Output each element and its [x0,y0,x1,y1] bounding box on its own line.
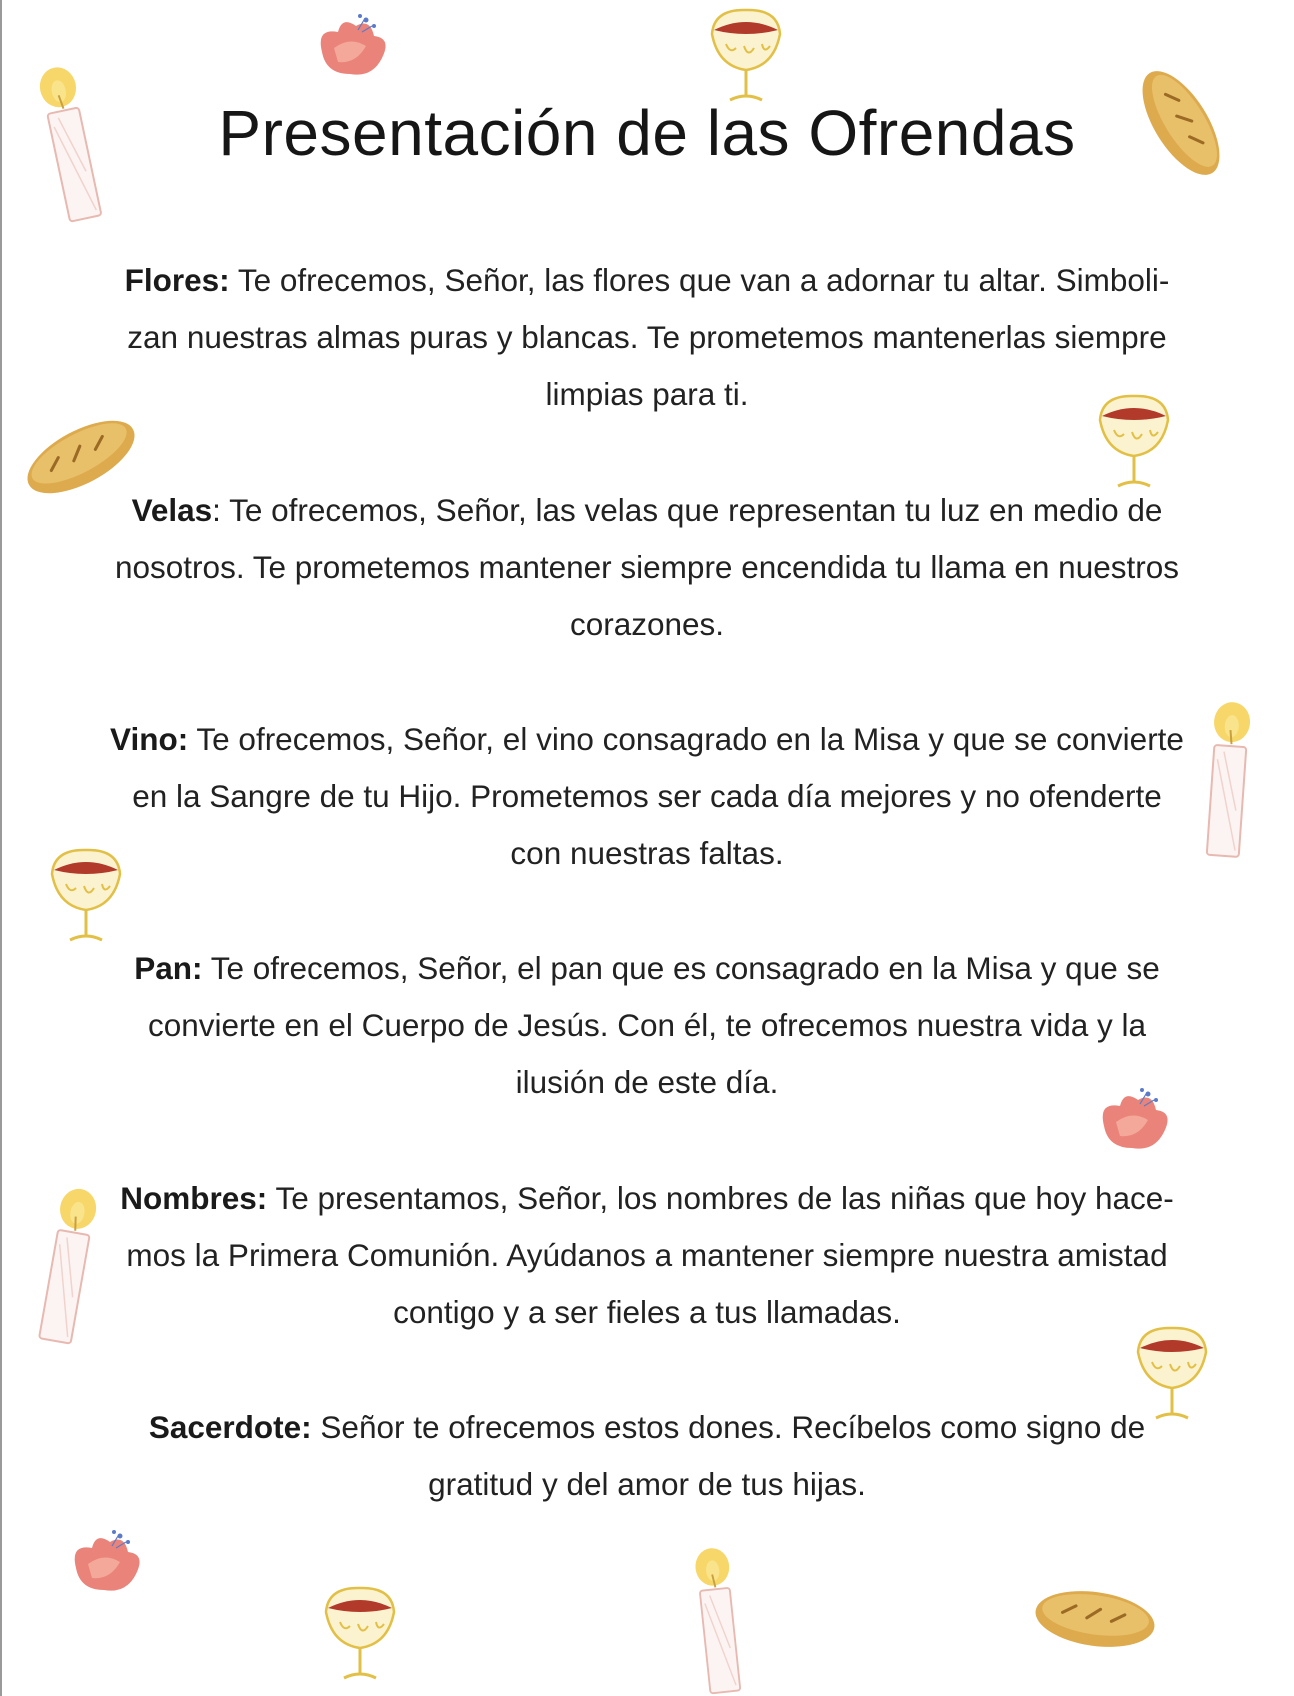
candle-icon [678,1543,757,1696]
offering-velas [90,482,1204,653]
flower-icon [312,12,392,84]
offering-pan [90,940,1204,1111]
offering-label: Nombres: [120,1180,268,1216]
offering-text: nosotros. Te prometemos mantener siempre encendida tu llama en nuestros [115,549,1179,585]
offering-sacerdote [90,1399,1204,1513]
offering-text: con nuestras faltas. [510,835,784,871]
offering-label: Pan: [134,950,203,986]
flower-icon [66,1528,146,1600]
candle-icon [1190,698,1265,862]
offering-text: zan nuestras almas puras y blancas. Te prometemos mantenerlas siempre [127,319,1167,355]
offering-text: Te ofrecemos, Señor, el vino consagrado en la Misa y que se convierte [196,721,1184,757]
chalice-icon [1092,390,1178,490]
offering-text: Te ofrecemos, Señor, las flores que van a adornar tu altar. Simboli- [237,262,1170,298]
page-edge [0,0,2,1696]
offering-vino [90,711,1204,882]
offering-label: Sacerdote: [148,1409,312,1445]
offering-text: convierte en el Cuerpo de Jesús. Con él, te ofrecemos nuestra vida y la [147,1007,1147,1043]
chalice-icon [44,844,130,944]
offering-text: limpias para ti. [545,376,749,412]
offering-text: Te presentamos, Señor, los nombres de las niñas que hoy hace- [275,1180,1174,1216]
chalice-icon [1130,1322,1216,1422]
flower-icon [1094,1086,1174,1158]
offering-flores [90,252,1204,423]
offering-text: ilusión de este día. [515,1064,779,1100]
offering-text: mos la Primera Comunión. Ayúdanos a mantener siempre nuestra amistad [126,1237,1168,1273]
offering-label: Velas [131,492,213,528]
offering-text: : Te ofrecemos, Señor, las velas que representan tu luz en medio de [212,492,1163,528]
offering-text: Te ofrecemos, Señor, el pan que es consagrado en la Misa y que se [210,950,1160,986]
offering-text: en la Sangre de tu Hijo. Prometemos ser cada día mejores y no ofenderte [132,778,1162,814]
offering-text: gratitud y del amor de tus hijas. [428,1466,866,1502]
chalice-icon [704,4,790,104]
chalice-icon [318,1582,404,1682]
offering-text: corazones. [569,606,725,642]
offering-nombres [90,1170,1204,1341]
offering-text: contigo y a ser fieles a tus llamadas. [393,1294,901,1330]
page-title: Presentación de las Ofrendas [218,97,1076,169]
offering-label: Flores: [124,262,230,298]
offering-label: Vino: [110,721,189,757]
bread-icon [1018,1578,1171,1660]
offering-text: Señor te ofrecemos estos dones. Recíbelos como signo de [320,1409,1146,1445]
